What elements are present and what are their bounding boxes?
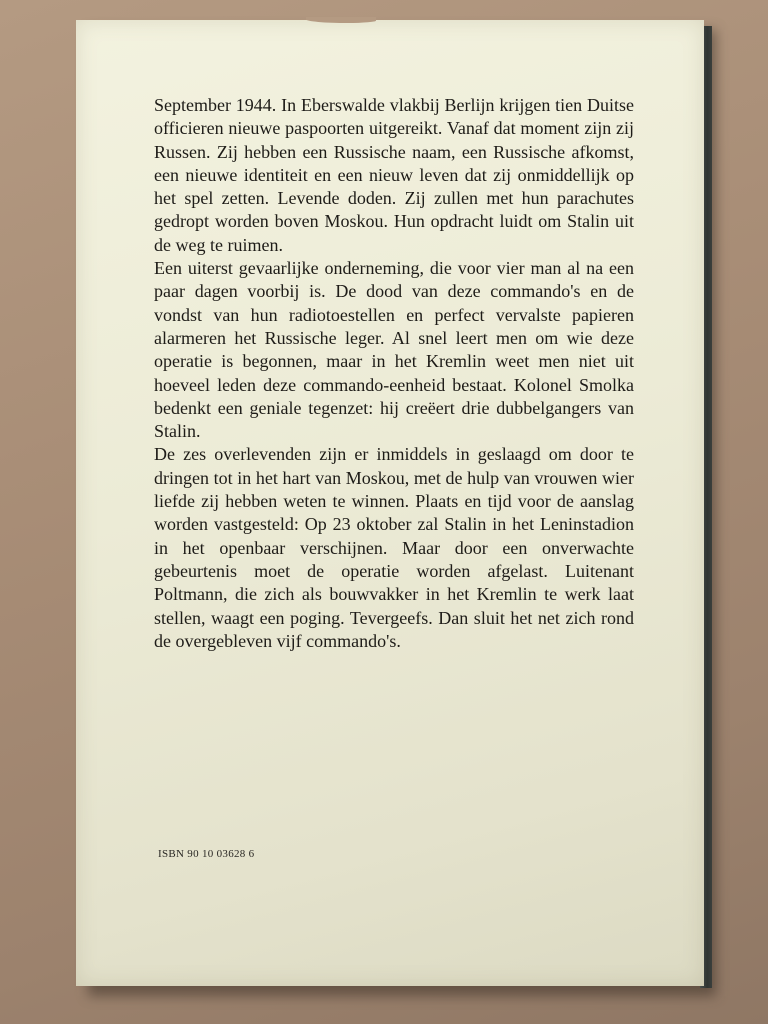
blurb-text [154, 94, 634, 653]
book-back-cover [76, 20, 704, 986]
isbn-number: ISBN 90 10 03628 6 [158, 848, 255, 860]
blurb-paragraph-3: De zes overlevenden zijn er inmiddels in geslaagd om door te dringen tot in het hart van Moskou, met de hulp van vrouwen wier liefde zij hebben weten te winnen. Plaats en tijd voor de aanslag worden vastgesteld: Op 23 oktober zal Stalin in het Leninstadion in het openbaar verschijnen. Maar door een onverwachte gebeurtenis moet de operatie worden afgelast. Luitenant Poltmann, die zich als bouwvakker in het Kremlin te werk laat stellen, waagt een poging. Tevergeefs. Dan sluit het net zich rond de overgebleven vijf commando's. [154, 444, 634, 651]
blurb-paragraph-1: September 1944. In Eberswalde vlakbij Berlijn krijgen tien Duitse officieren nieuwe paspoorten uitgereikt. Vanaf dat moment zijn zij Russen. Zij hebben een Russische naam, een Russische afkomst, een nieuwe identiteit en een nieuw leven dat zij onmiddellijk op het spel zetten. Levende doden. Zij zullen met hun parachutes gedropt worden boven Moskou. Hun opdracht luidt om Stalin uit de weg te ruimen. [154, 95, 634, 255]
cover-tear [306, 17, 376, 23]
blurb-paragraph-2: Een uiterst gevaarlijke onderneming, die voor vier man al na een paar dagen voorbij is. De dood van deze commando's en de vondst van hun radiotoestellen en perfect vervalste papieren alarmeren het Russische leger. Al snel leert men om wie deze operatie is begonnen, maar in het Kremlin weet men niet uit hoeveel leden deze commando-eenheid bestaat. Kolonel Smolka bedenkt een geniale tegenzet: hij creëert drie dubbelgangers van Stalin. [154, 258, 634, 442]
